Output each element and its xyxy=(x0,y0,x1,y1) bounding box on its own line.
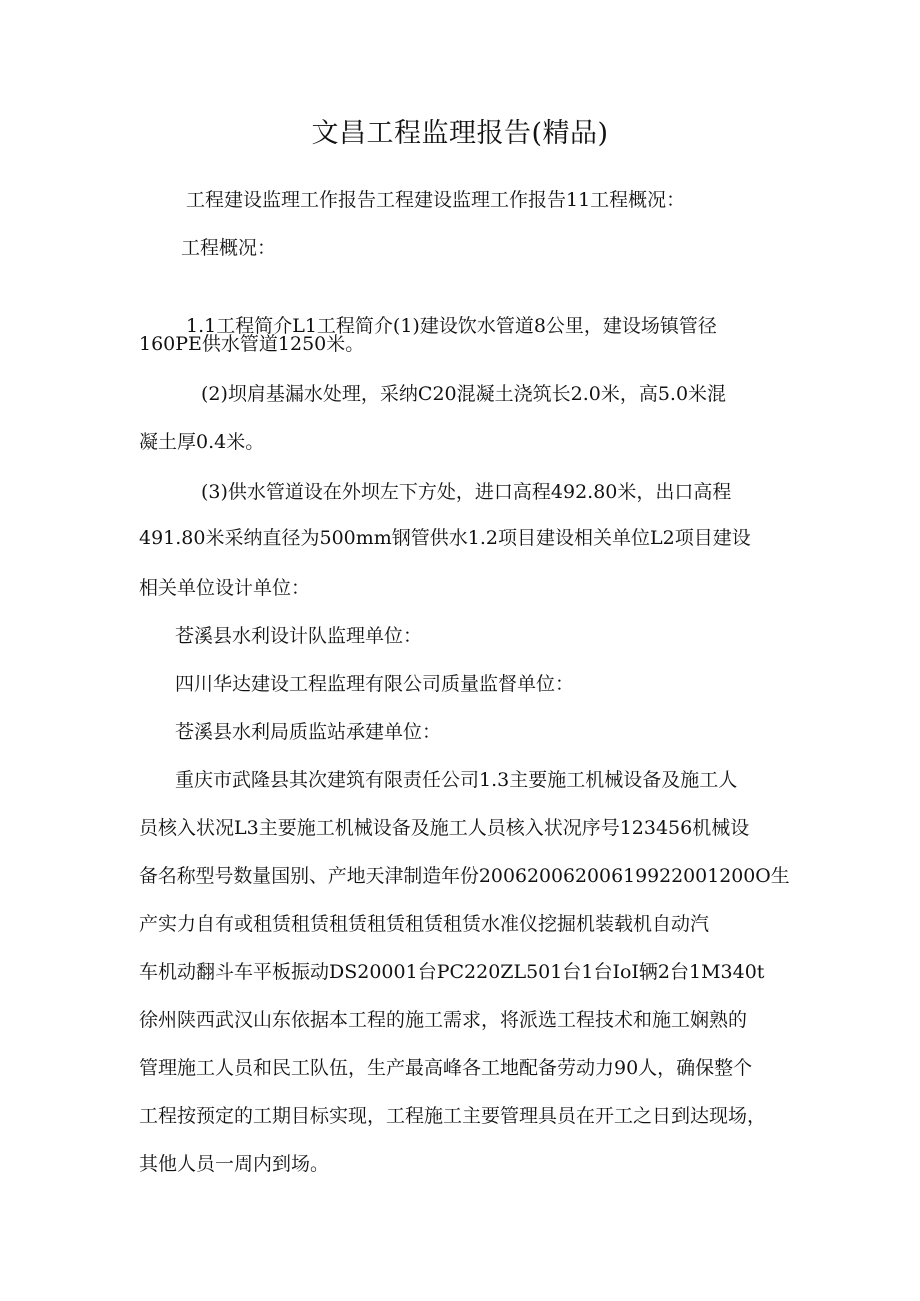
document-title: 文昌工程监理报告(精品) xyxy=(311,118,609,149)
paragraph-line: (3)供水管道设在外坝左下方处，进口高程492.80米，出口高程 xyxy=(201,481,732,503)
paragraph-line: 1.1工程简介L1工程简介(1)建设饮水管道8公里，建设场镇管径 xyxy=(186,315,717,337)
paragraph-line: 160PE供水管道1250米。 xyxy=(139,333,365,355)
paragraph-line: 员核入状况L3主要施工机械设备及施工人员核入状况序号123456机械设 xyxy=(139,817,750,839)
paragraph-line: 其他人员一周内到场。 xyxy=(139,1153,330,1175)
paragraph-line: 四川华达建设工程监理有限公司质量监督单位： xyxy=(175,673,575,695)
paragraph-line: 工程概况： xyxy=(181,237,277,259)
paragraph-line: 产实力自有或租赁租赁租赁租赁租赁租赁水准仪挖掘机装载机自动汽 xyxy=(139,913,710,935)
paragraph-line: 苍溪县水利设计队监理单位： xyxy=(175,625,423,647)
paragraph-line: 相关单位设计单位： xyxy=(139,577,311,599)
paragraph-line: 车机动翻斗车平板振动DS20001台PC220ZL501台1台IoI辆2台1M340t xyxy=(139,961,765,983)
paragraph-line: (2)坝肩基漏水处理，采纳C20混凝土浇筑长2.0米，高5.0米混 xyxy=(201,383,727,405)
paragraph-line: 苍溪县水利局质监站承建单位： xyxy=(175,721,442,743)
paragraph-line: 凝土厚0.4米。 xyxy=(139,431,265,453)
paragraph-line: 工程建设监理工作报告工程建设监理工作报告11工程概况： xyxy=(186,189,686,211)
paragraph-line: 重庆市武隆县其次建筑有限责任公司1.3主要施工机械设备及施工人 xyxy=(175,769,738,791)
paragraph-line: 徐州陕西武汉山东依据本工程的施工需求，将派选工程技术和施工娴熟的 xyxy=(139,1009,748,1031)
paragraph-line: 工程按预定的工期目标实现，工程施工主要管理具员在开工之日到达现场， xyxy=(139,1105,767,1127)
paragraph-line: 管理施工人员和民工队伍，生产最高峰各工地配备劳动力90人，确保整个 xyxy=(139,1057,753,1079)
paragraph-line: 491.80米采纳直径为500mm钢管供水1.2项目建设相关单位L2项目建设 xyxy=(139,527,751,549)
paragraph-line: 备名称型号数量国别、产地天津制造年份20062006200619922001200O生 xyxy=(139,865,790,887)
